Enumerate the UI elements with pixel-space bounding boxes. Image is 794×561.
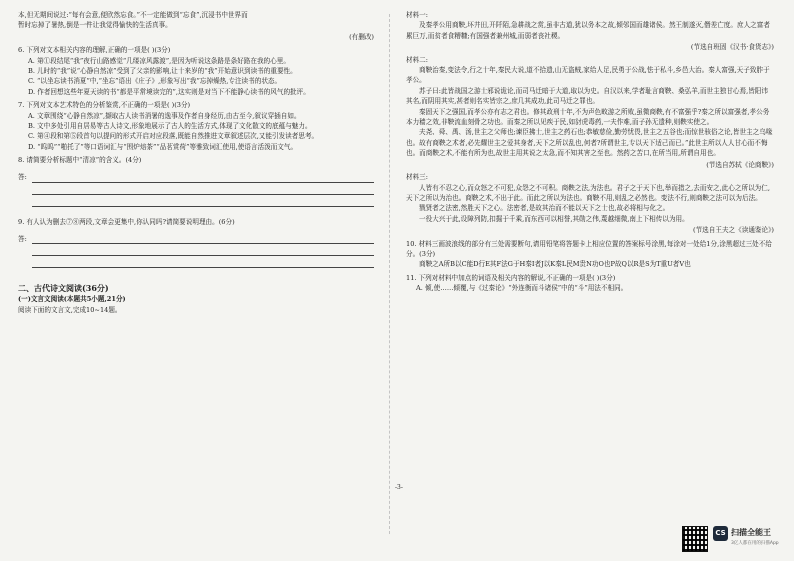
question-7-stem: 7. 下列对文本艺术特色的分析鉴赏,不正确的一项是( )(3分) bbox=[18, 101, 191, 110]
reading-instruction: 阅读下面的文言文,完成10~14题。 bbox=[18, 305, 122, 314]
material-2-source: (节选自苏轼《论商鞅》) bbox=[706, 160, 774, 169]
material-3-paragraph-3: 一役大兴于此,设障列防,扣掘于千乘,而东西可以相誉,其勋之伟,蔑越细微,南上下相传以为用。 bbox=[419, 214, 689, 223]
answer-line bbox=[32, 256, 374, 268]
intro-source: (有删改) bbox=[349, 32, 374, 41]
material-3-source: (节选自王夫之《读通鉴论》) bbox=[693, 226, 774, 235]
intro-line-1: 本,但无期间说过:“每有会意,便欣然忘食。”不一定能做到“忘食”,沉浸书中世界而 bbox=[18, 11, 248, 19]
subsection-1-heading: (一)文言文阅读(本题共5小题,21分) bbox=[18, 295, 126, 304]
question-11-option-a: A. 倾,使……倾覆,与《过秦论》“外连衡而斗诸侯”中的“斗”用法不相同。 bbox=[416, 284, 628, 293]
section-2-heading: 二、古代诗文阅读(36分) bbox=[18, 283, 109, 294]
material-2-paragraph-1: 商鞅治秦,变法令,行之十年,秦民大说,道不拾遗,山无盗贼,家给人足,民勇于公战,怯于私斗,乡邑大治。秦人富强,天子致胙于孝公。 bbox=[406, 66, 770, 85]
answer-line bbox=[32, 183, 374, 195]
material-3-paragraph-2: 戮贤者之法密,然胜天下之心。法密者,是故其治而不能以天下之士也,故必将相与化之。 bbox=[419, 204, 670, 213]
left-column bbox=[18, 10, 374, 315]
material-1-title: 材料一: bbox=[406, 11, 429, 19]
right-column bbox=[406, 10, 774, 294]
material-2-paragraph-3: 秦固天下之强国,而孝公亦有志之君也。修其政刑十年,不为声色畋游之所败,虽微商鞅,有不富强乎?秦之所以富强者,孝公务本力穑之效,非鞅流血刻骨之功也。而秦之所以见疾于民,如豺虎毒药,一夫作难,而子孙无遗种,则鞅实使之。 bbox=[406, 107, 770, 127]
question-7-option-b: B. 文中多处引用自居易等古人诗文,形象地展示了古人的生活方式,体现了文化散文的底蕴与魅力。 bbox=[28, 122, 312, 131]
question-10-sentence[interactable]: 商鞅之A所B以C能D行E其F法G于H秦I者J以K秦L民M贵N功O也P故Q以R是S为T重U者V也 bbox=[419, 260, 691, 269]
answer-line bbox=[32, 232, 374, 244]
question-9-answer-area[interactable] bbox=[18, 232, 374, 244]
question-8-answer-area[interactable] bbox=[18, 171, 374, 183]
answer-line bbox=[32, 244, 374, 256]
material-1-text: 及秦孝公用商鞅,坏井田,开阡陌,急耕战之赏,虽非古道,犹以务本之故,倾邻国而雄诸侯。然王制遂灭,僭差亡度。庶人之富者累巨万,而贫者食糟糠;有国强者兼州城,而弱者丧社稷。 bbox=[406, 21, 770, 40]
question-9-stem: 9. 有人认为删去⑦⑧两段,文章会更集中,你认同吗?请简要说明理由。(6分) bbox=[18, 217, 235, 226]
camscanner-logo-icon: CS bbox=[713, 526, 728, 541]
question-10-stem: 10. 材料三画波浪线的部分有三处需要断句,请用铅笔将答题卡上相应位置的答案标号涂黑,每涂对一处给1分,涂黑超过三处不给分。(3分) bbox=[406, 239, 772, 258]
brand-tagline: 3亿人都在用的扫描App bbox=[731, 541, 779, 546]
question-8-stem: 8. 请简要分析标题中“清凉”的含义。(4分) bbox=[18, 156, 142, 165]
question-11-stem: 11. 下列对材料中加点的词语及相关内容的解说,不正确的一项是( )(3分) bbox=[406, 273, 616, 282]
question-9-answer-label: 答: bbox=[18, 234, 27, 243]
material-3-title: 材料三: bbox=[406, 173, 429, 182]
material-2-paragraph-2: 苏子曰:此皆战国之游士邪说诡论,而司马迁暗于大道,取以为史。自汉以来,学者耻言商鞅、桑弘羊,而世主独甘心焉,皆阳讳其名,而阴用其实,甚者则名实皆宗之,庶几其成功,此司马迁之罪也。 bbox=[406, 86, 768, 106]
intro-line-2: 暂时忘掉了暑热,倒是一件让我觉得愉快的生活真事。 bbox=[18, 21, 172, 30]
column-divider bbox=[389, 14, 390, 534]
question-6-option-a: A. 第①段结尾“我”夜行山路感觉“几缕凉风露渡”,是因为听说这条路是条好路在我的心里。 bbox=[28, 56, 290, 65]
question-6-option-d: D. 作者回想这些年夏天读的书“都是平常境读完的”,这实则是对当下不能静心读书的风气的批评。 bbox=[28, 87, 310, 96]
material-1-source: (节选自班固《汉书·食货志》) bbox=[690, 43, 774, 52]
answer-line bbox=[32, 171, 374, 183]
question-7-option-c: C. 第④段和第⑤段首句以提问的形式开启对应段落,既能自然推进文章叙述层次,又能引发读者思考。 bbox=[28, 132, 319, 141]
answer-line bbox=[32, 195, 374, 207]
material-2-title: 材料二: bbox=[406, 55, 429, 64]
question-7-option-a: A. 文章围绕“心静自然凉”,撷取古人读书消暑的逸事及作者自身经历,由古至今,叙议穿插自如。 bbox=[28, 111, 301, 120]
question-8-answer-label: 答: bbox=[18, 173, 27, 182]
qr-code bbox=[682, 526, 708, 552]
question-6-option-b: B. 儿时的“我”说“心静自然凉”受到了父亲的影响,让十来岁的“我”开始意识到读书的重要性。 bbox=[28, 67, 297, 76]
page-number: -3- bbox=[395, 484, 403, 491]
material-3-paragraph-1: 人皆有不忍之心,而众怒之不可犯,众怨之不可积。商鞅之法,为法也。君子之于天下也,举而措之,去而安之,此心之所以为仁,天下之所以为治也。商鞅之术,不出于此。而此之所以为法也。商鞅不用,则乱之必然也。变法不行,则商鞅之法可以为后法。 bbox=[406, 183, 770, 202]
question-6-stem: 6. 下列对文本相关内容的理解,正确的一项是( )(3分) bbox=[18, 46, 171, 55]
material-2-paragraph-4: 夫尧、舜、禹、汤,世主之父师也;谏臣拂士,世主之药石也;恭敏慈俭,勤劳忧畏,世主之五谷也;而惊世骇俗之论,皆世主之乌喙也。故有商鞅之术者,必先耀世主之爱其身者,天下之所以乱也,何者?所谓世主,专以天下适己而已。”此世主所以人人甘心而不悔也。而商鞅之术,不能有所为也,故世主用其说之太急,而不知其害之至也。然药之苦口,在所当用,所谓自用也。 bbox=[406, 128, 773, 158]
brand-name: 扫描全能王 bbox=[731, 528, 771, 537]
question-6-option-c: C. “以坐忘读书消夏”中,“坐忘”语出《庄子》,形象写出“我”忘掉燥热,专注读书的状态。 bbox=[28, 77, 282, 86]
question-7-option-d: D. “呜呜”“啪托了”等口语词汇与“围炉焙茶”“品茗赏荷”等雅致词汇使用,使语言活泼而文气。 bbox=[28, 142, 298, 151]
